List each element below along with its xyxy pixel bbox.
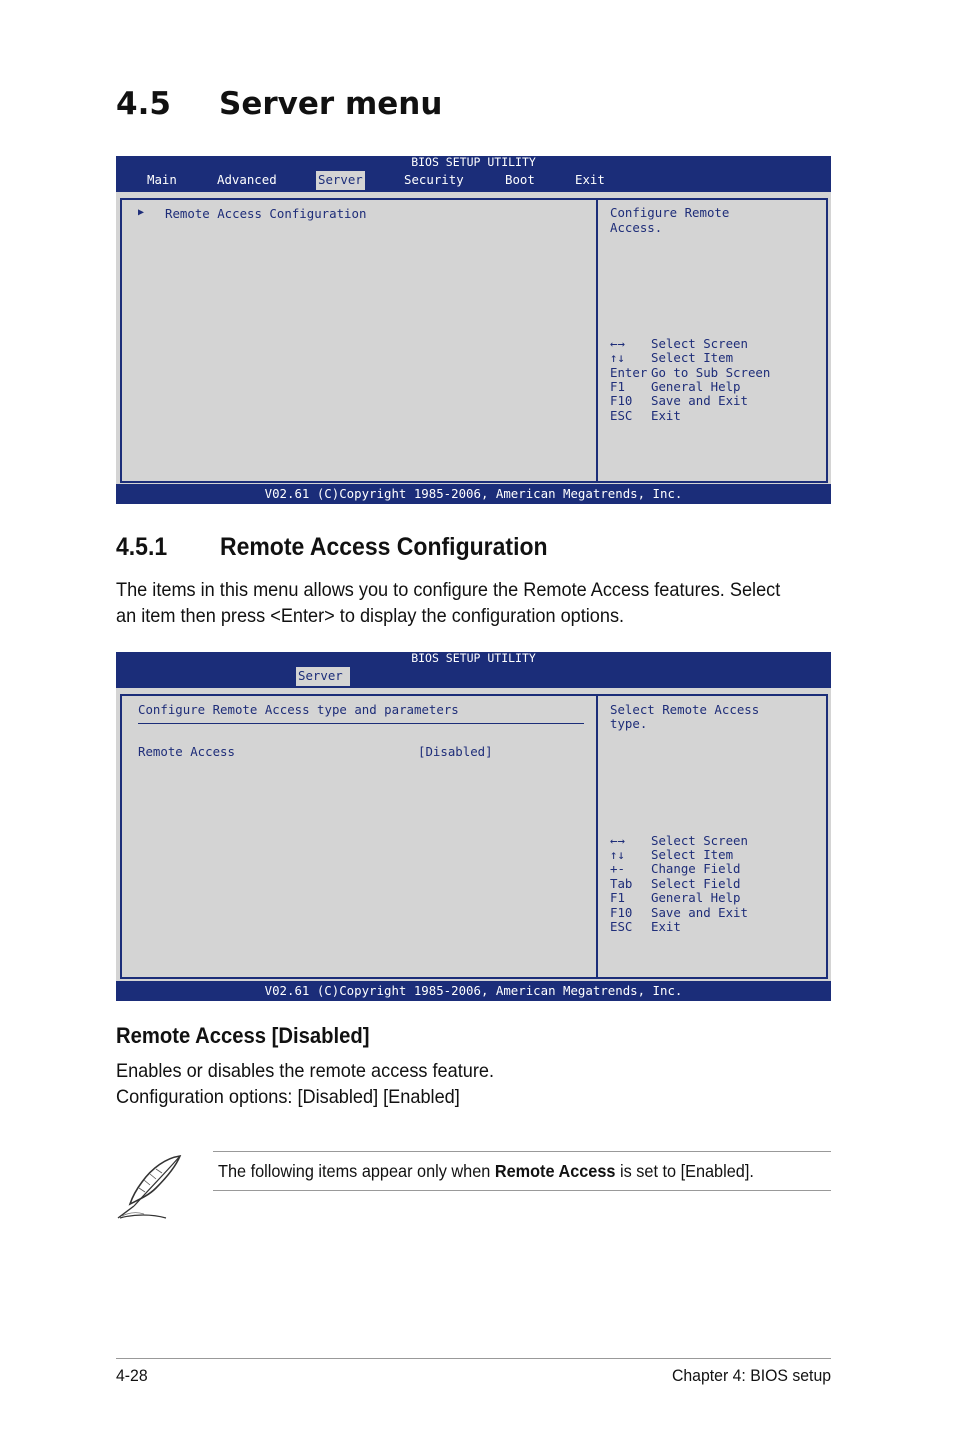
hotkey-desc: Save and Exit (651, 905, 748, 920)
bios-help-panel (596, 694, 828, 979)
hotkey-key: ↑↓ (610, 847, 625, 862)
hotkey-desc: General Help (651, 890, 741, 905)
hotkey-desc: Exit (651, 919, 681, 934)
hotkey-desc: Change Field (651, 861, 741, 876)
section-number: 4.5 (116, 86, 171, 122)
submenu-arrow-icon: ▶ (138, 207, 145, 218)
menu-item-remote-access-configuration[interactable]: Remote Access Configuration (165, 206, 367, 221)
tab-security[interactable]: Security (404, 172, 464, 187)
bios-menu-bar (116, 652, 831, 688)
bios-items-panel (120, 198, 597, 483)
feather-pen-icon (114, 1152, 186, 1222)
note-top-rule (213, 1151, 831, 1152)
bios-title: BIOS SETUP UTILITY (411, 155, 536, 169)
note-bottom-rule (213, 1190, 831, 1191)
note-text-after: is set to [Enabled]. (615, 1161, 754, 1181)
note-text-before: The following items appear only when (218, 1161, 495, 1181)
hotkey-desc: Go to Sub Screen (651, 365, 771, 380)
note-text (218, 1161, 754, 1182)
help-text-line: Select Remote Access (610, 702, 760, 717)
hotkey-key: F10 (610, 905, 633, 920)
bios-copyright-bar: V02.61 (C)Copyright 1985-2006, American Megatrends, Inc. (116, 484, 831, 504)
remote-access-value[interactable]: [Disabled] (418, 744, 493, 759)
help-text-line: Configure Remote (610, 205, 730, 220)
note-text-bold: Remote Access (494, 1161, 616, 1181)
tab-server[interactable]: Server (316, 171, 365, 190)
option-line: Configuration options: [Disabled] [Enabled] (116, 1086, 460, 1108)
section-heading (116, 86, 442, 122)
page-number: 4-28 (116, 1366, 148, 1385)
hotkey-desc: Select Item (651, 847, 734, 862)
footer-rule (116, 1358, 831, 1359)
tab-main[interactable]: Main (147, 172, 177, 187)
hotkey-row (610, 394, 748, 409)
option-description (116, 1058, 494, 1110)
heading-divider (138, 723, 584, 724)
bios-screen-remote-access (116, 652, 831, 1001)
help-text-line: Access. (610, 220, 663, 235)
hotkey-key: ESC (610, 919, 633, 934)
bios-title: BIOS SETUP UTILITY (411, 651, 536, 665)
subsection-title: Remote Access Configuration (219, 533, 548, 561)
help-text-line: type. (610, 716, 648, 731)
hotkey-desc: Select Field (651, 876, 741, 891)
tab-server[interactable]: Server (296, 667, 350, 686)
section-title: Server menu (219, 86, 443, 122)
bios-items-panel (120, 694, 597, 979)
bios-copyright-bar: V02.61 (C)Copyright 1985-2006, American Megatrends, Inc. (116, 981, 831, 1001)
hotkey-key: F1 (610, 890, 625, 905)
subsection-number: 4.5.1 (116, 533, 168, 561)
hotkey-key: ←→ (610, 833, 625, 848)
hotkey-key: ESC (610, 408, 633, 423)
bios-menu-bar (116, 156, 831, 192)
remote-access-label[interactable]: Remote Access (138, 744, 235, 759)
hotkey-desc: General Help (651, 379, 741, 394)
hotkey-key: ←→ (610, 336, 625, 351)
bios-help-panel (596, 198, 828, 483)
tab-boot[interactable]: Boot (505, 172, 535, 187)
hotkey-desc: Select Item (651, 350, 734, 365)
hotkey-key: Tab (610, 876, 633, 891)
option-line: Enables or disables the remote access feature. (116, 1060, 495, 1082)
hotkey-row (610, 351, 733, 366)
hotkey-desc: Select Screen (651, 833, 748, 848)
hotkey-key: ↑↓ (610, 350, 625, 365)
hotkey-row (610, 862, 741, 877)
tab-exit[interactable]: Exit (575, 172, 605, 187)
hotkey-key: +- (610, 861, 625, 876)
chapter-label: Chapter 4: BIOS setup (671, 1366, 831, 1385)
hotkey-key: Enter (610, 365, 648, 380)
hotkey-desc: Save and Exit (651, 393, 748, 408)
tab-advanced[interactable]: Advanced (217, 172, 277, 187)
option-heading: Remote Access [Disabled] (116, 1023, 370, 1048)
intro-line: an item then press <Enter> to display the configuration options. (116, 605, 625, 627)
hotkey-desc: Select Screen (651, 336, 748, 351)
hotkey-key: F10 (610, 393, 633, 408)
subsection-heading (116, 533, 548, 562)
hotkey-row (610, 920, 681, 935)
bios-screen-server (116, 156, 831, 504)
intro-paragraph (116, 577, 780, 629)
hotkey-key: F1 (610, 379, 625, 394)
panel-heading: Configure Remote Access type and parameters (138, 702, 459, 717)
hotkey-row (610, 891, 741, 906)
intro-line: The items in this menu allows you to configure the Remote Access features. Select (116, 579, 781, 601)
hotkey-row (610, 409, 681, 424)
hotkey-desc: Exit (651, 408, 681, 423)
